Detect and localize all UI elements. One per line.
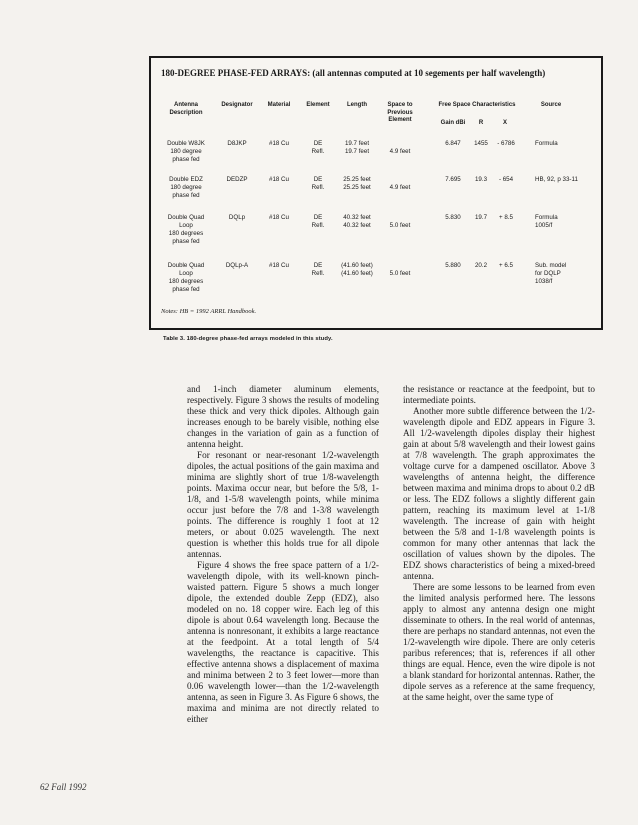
paragraph: There are some lessons to be learned from even the limited analysis performed here. The lessons apply to almost any antenna design one might disseminate to others. In the real world of antennas, there are perhaps no standard antennas, not even the 1/2-wavelength wire dipole. There are only ceteris paribus references; that is, references if all other things are equal. Hence, even the wire dipole is not a blank standard for horizontal antennas. Rather, the dipole serves as a reference at the same frequency, at the same height, over the same type of — [403, 582, 595, 702]
cell-material: #18 Cu — [269, 140, 289, 147]
cell-element: Refl. — [311, 270, 325, 277]
header-designator: Designator — [221, 102, 253, 108]
cell-designator: DQLp — [228, 214, 246, 221]
cell-antenna-description: Double Quad — [167, 214, 205, 221]
cell-space-to-previous: 5.0 feet — [389, 270, 411, 277]
table-title: 180-DEGREE PHASE-FED ARRAYS: (all antennas computed at 10 segements per half wavelength) — [161, 68, 546, 78]
cell-antenna-description: Double EDZ — [169, 176, 203, 183]
cell-length: 40.32 feet — [343, 222, 371, 229]
cell-element: DE — [313, 140, 323, 147]
header-x: X — [502, 120, 507, 126]
cell-antenna-description: Double Quad — [167, 262, 205, 269]
header-gain: Gain dBi — [440, 120, 466, 126]
cell-element: Refl. — [311, 148, 325, 155]
table-notes: Notes: HB = 1992 ARRL Handbook. — [161, 308, 257, 315]
header-r: R — [478, 120, 484, 126]
cell-length: 19.7 feet — [344, 148, 370, 155]
cell-x: - 654 — [498, 176, 514, 183]
cell-element: Refl. — [311, 222, 325, 229]
cell-length: (41.60 feet) — [341, 270, 373, 277]
cell-antenna-description: Loop — [179, 270, 193, 277]
cell-material: #18 Cu — [269, 176, 289, 183]
cell-length: (41.60 feet) — [341, 262, 373, 269]
cell-element: Refl. — [311, 184, 325, 191]
cell-antenna-description: Double W8JK — [167, 140, 205, 147]
body-left-column — [187, 384, 379, 725]
cell-gain: 6.847 — [445, 140, 461, 147]
cell-antenna-description: 180 degrees — [168, 230, 204, 237]
header-source: Source — [540, 102, 562, 108]
cell-space-to-previous: 4.9 feet — [389, 148, 411, 155]
paragraph: For resonant or near-resonant 1/2-wavelength dipoles, the actual positions of the gain maxima and minima are slightly short of true 1/8-wavelength points. Maxima occur near, but before the 5/8, 1-1/8, and 1-5/8 wavelength points, while minima occur just before the 7/8 and 1-3/8 wavelength points. The difference is roughly 1 foot at 12 meters, or about 0.025 wavelength. The next question is whether this holds true for all dipole antennas. — [187, 450, 379, 559]
cell-r: 20.2 — [474, 262, 488, 269]
cell-source: HB, 92, p 33-11 — [535, 176, 578, 183]
cell-antenna-description: 180 degree — [170, 184, 202, 191]
cell-source: Sub. model — [535, 262, 567, 269]
cell-material: #18 Cu — [269, 262, 289, 269]
paragraph: Figure 4 shows the free space pattern of a 1/2-wavelength dipole, with its well-known pinch-waisted pattern. Figure 5 shows a much longer dipole, the extended double Zepp (EDZ), also modeled on no. 18 copper wire. Each leg of this dipole is about 0.64 wavelength long. Because the antenna is nonresonant, it exhibits a large reactance at the feedpoint. At a total length of 5/4 wavelengths, the reactance is capacitive. This effective antenna shows a displacement of maxima and minima between 2 to 3 feet lower—more than 0.06 wavelength lower—than the 1/2-wavelength antenna, as seen in Figure 3. As Figure 6 shows, the maxima and minima are not directly related to either — [187, 560, 379, 724]
paragraph: and 1-inch diameter aluminum elements, respectively. Figure 3 shows the results of modeling these thick and very thick dipoles. Although gain increases enough to be barely visible, nothing else changes in the variation of gain as a function of antenna height. — [187, 384, 379, 449]
cell-element: DE — [313, 176, 323, 183]
cell-space-to-previous: 5.0 feet — [389, 222, 411, 229]
cell-antenna-description: 180 degree — [170, 148, 202, 155]
cell-material: #18 Cu — [269, 214, 289, 221]
page-folio: 62 Fall 1992 — [40, 782, 87, 792]
cell-gain: 5.830 — [445, 214, 461, 221]
cell-element: DE — [313, 262, 323, 269]
paragraph: Another more subtle difference between the 1/2-wavelength dipole and EDZ appears in Figure 3. All 1/2-wavelength dipoles display their highest gain at about 5/8 wavelength and their lowest gains at 7/8 wavelength. The graph approximates the voltage curve for a dampened oscillator. Above 3 wavelengths of antenna height, the difference between maxima and minima drops to about 0.2 dB or less. The EDZ follows a slightly different gain pattern, reaching its maximum level at 1-1/8 wavelength. The increase of gain with height between the 5/8 and 1-1/8 wavelength points is common for many other antennas that lack the oscillation of values shown by the dipoles. The EDZ shows characteristics of being a mixed-breed antenna. — [403, 406, 595, 581]
cell-antenna-description: Loop — [179, 222, 193, 229]
cell-length: 40.32 feet — [343, 214, 371, 221]
header-antenna-description: Antenna Description — [169, 102, 203, 116]
cell-source: 1038/f — [535, 278, 553, 285]
cell-antenna-description: phase fed — [172, 156, 200, 163]
header-element: Element — [306, 102, 330, 108]
cell-designator: DQLp-A — [225, 262, 249, 269]
header-length: Length — [347, 102, 367, 108]
cell-antenna-description: phase fed — [172, 192, 200, 199]
cell-x: + 6.5 — [499, 262, 513, 269]
paragraph: the resistance or reactance at the feedpoint, but to intermediate points. — [403, 384, 595, 405]
cell-r: 19.3 — [474, 176, 488, 183]
cell-length: 19.7 feet — [344, 140, 370, 147]
cell-source: Formula — [535, 140, 558, 147]
cell-length: 25.25 feet — [343, 184, 371, 191]
cell-x: + 8.5 — [499, 214, 513, 221]
cell-r: 1455 — [474, 140, 488, 147]
header-free-space: Free Space Characteristics — [438, 102, 516, 108]
cell-r: 19.7 — [474, 214, 488, 221]
header-space-to-previous: Space to Previous Element — [387, 102, 413, 123]
cell-length: 25.25 feet — [343, 176, 371, 183]
cell-space-to-previous: 4.9 feet — [389, 184, 411, 191]
cell-source: for DQLP — [535, 270, 561, 277]
cell-antenna-description: phase fed — [172, 238, 200, 245]
cell-element: DE — [313, 214, 323, 221]
cell-antenna-description: 180 degrees — [168, 278, 204, 285]
body-right-column — [403, 384, 595, 703]
cell-designator: DEDZP — [226, 176, 248, 183]
cell-source: 1005/f — [535, 222, 553, 229]
cell-gain: 7.695 — [445, 176, 461, 183]
header-material: Material — [267, 102, 291, 108]
cell-source: Formula — [535, 214, 558, 221]
cell-gain: 5.880 — [445, 262, 461, 269]
cell-designator: D8JKP — [227, 140, 247, 147]
table-caption: Table 3. 180-degree phase-fed arrays modeled in this study. — [163, 336, 333, 342]
cell-antenna-description: phase fed — [172, 286, 200, 293]
cell-x: - 6786 — [497, 140, 515, 147]
table-3-frame — [149, 56, 603, 330]
